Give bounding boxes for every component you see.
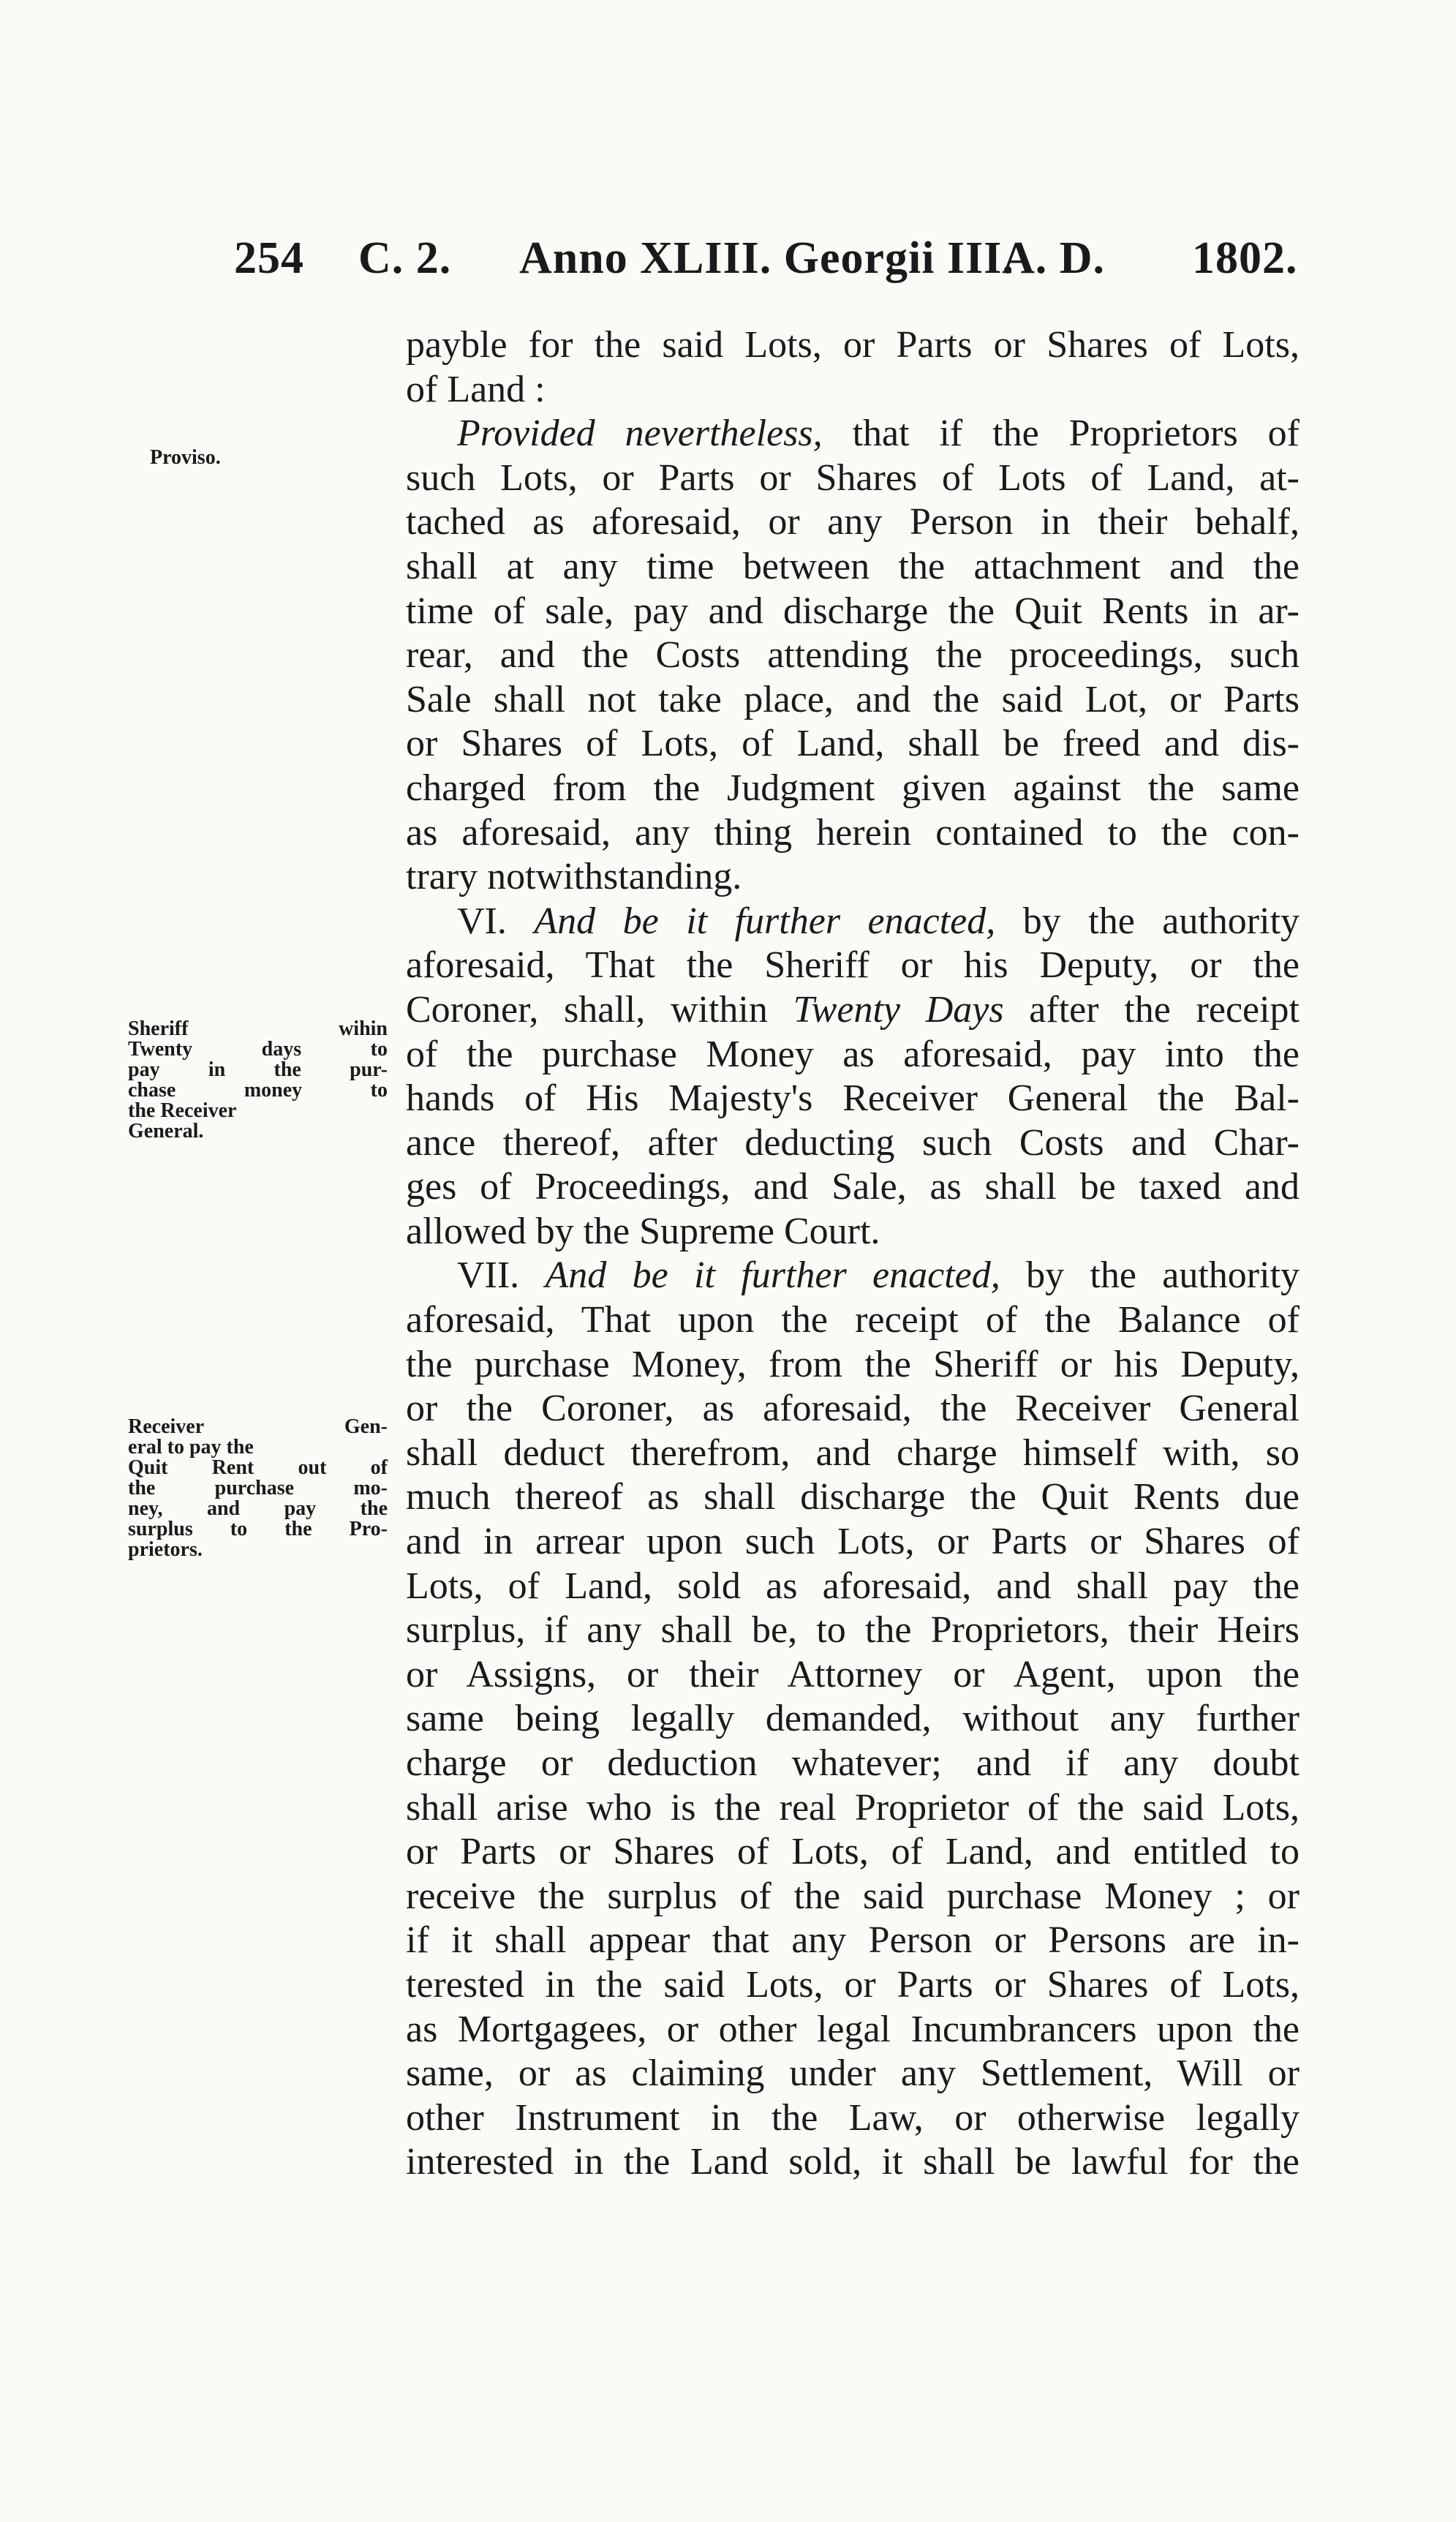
text-line: or Shares of Lots, of Land, shall be freed and dis-	[406, 723, 1300, 765]
text-line: ance thereof, after deducting such Costs and Char-	[406, 1121, 1300, 1164]
text-line: aforesaid, That the Sheriff or his Deputy, or the	[406, 944, 1300, 987]
margin-note-proviso	[150, 448, 318, 468]
section-heading-vii	[406, 1254, 1300, 1298]
text-line: much thereof as shall discharge the Quit Rents due	[406, 1476, 1300, 1518]
text-line: or the Coroner, as aforesaid, the Receiver General	[406, 1388, 1300, 1430]
twenty-days-phrase: Twenty Days	[793, 988, 1004, 1031]
text-line: as Mortgagees, or other legal Incumbrancers upon the	[406, 2008, 1300, 2050]
margin-note-line: General.	[128, 1120, 204, 1143]
running-header	[234, 233, 1302, 284]
text-line: trary notwithstanding.	[406, 856, 742, 898]
text-segment: that if the Proprietors of	[822, 413, 1300, 455]
margin-note-line: chase money to	[128, 1079, 388, 1102]
text-line: or Parts or Shares of Lots, of Land, and entitled to	[406, 1831, 1300, 1873]
text-segment: after the receipt	[1003, 988, 1300, 1031]
margin-note-line: Receiver Gen-	[128, 1415, 388, 1438]
section-number: VII.	[457, 1254, 546, 1297]
text-line: charged from the Judgment given against the same	[406, 767, 1300, 809]
text-line: and in arrear upon such Lots, or Parts or Shares of	[406, 1521, 1300, 1563]
enacting-phrase: And be it further enacted,	[534, 900, 996, 942]
enacting-phrase: And be it further enacted,	[545, 1254, 1000, 1297]
text-line: same, or as claiming under any Settlement, Will or	[406, 2052, 1300, 2095]
text-segment: by the authority	[1000, 1254, 1300, 1297]
margin-note-line: surplus to the Pro-	[128, 1518, 388, 1540]
section-heading-vi	[406, 900, 1300, 944]
text-line: or Assigns, or their Attorney or Agent, upon the	[406, 1653, 1300, 1695]
text-line: allowed by the Supreme Court.	[406, 1210, 880, 1252]
margin-note-line: the purchase mo-	[128, 1477, 388, 1499]
text-line	[406, 412, 1300, 456]
statute-text	[406, 323, 1300, 2185]
text-segment: by the authority	[995, 900, 1300, 942]
text-line: surplus, if any shall be, to the Proprietors, their Heirs	[406, 1609, 1300, 1652]
text-line: terested in the said Lots, or Parts or Shares of Lots,	[406, 1963, 1300, 2006]
text-line: such Lots, or Parts or Shares of Lots of Land, at-	[406, 456, 1300, 499]
margin-note-line: pay in the pur-	[128, 1058, 388, 1081]
text-line: interested in the Land sold, it shall be lawful for the	[406, 2141, 1300, 2183]
year: 1802.	[1192, 233, 1298, 283]
proviso-phrase: Provided nevertheless,	[457, 413, 823, 455]
text-line: aforesaid, That upon the receipt of the Balance of	[406, 1299, 1300, 1341]
text-line: of Land :	[406, 368, 546, 410]
margin-note-receiver	[128, 1417, 388, 1560]
text-line: the purchase Money, from the Sheriff or his Deputy,	[406, 1343, 1300, 1385]
margin-note-line: the Receiver	[128, 1099, 237, 1122]
text-line: shall at any time between the attachment and the	[406, 545, 1300, 587]
text-line: hands of His Majesty's Receiver General the Bal-	[406, 1077, 1300, 1120]
text-line: shall deduct therefrom, and charge himself with, so	[406, 1431, 1300, 1474]
text-line: of the purchase Money as aforesaid, pay into the	[406, 1033, 1300, 1075]
chapter-number: C. 2.	[358, 233, 452, 283]
text-line: ges of Proceedings, and Sale, as shall be taxed and	[406, 1166, 1300, 1208]
section-number: VI.	[457, 900, 535, 942]
text-line: rear, and the Costs attending the proceedings, such	[406, 634, 1300, 677]
text-line: receive the surplus of the said purchase Money ; or	[406, 1875, 1300, 1917]
text-line: tached as aforesaid, or any Person in their behalf,	[406, 501, 1300, 543]
text-line: if it shall appear that any Person or Persons are in-	[406, 1919, 1300, 1962]
text-line: payble for the said Lots, or Parts or Shares of Lots,	[406, 324, 1300, 366]
text-line: Lots, of Land, sold as aforesaid, and shall pay the	[406, 1565, 1300, 1607]
margin-note-line: prietors.	[128, 1538, 203, 1561]
margin-note-line: eral to pay the	[128, 1436, 254, 1458]
margin-note-line: Sheriff wihin	[128, 1017, 388, 1040]
margin-note-line: Quit Rent out of	[128, 1456, 388, 1479]
margin-note-sheriff	[128, 1019, 388, 1142]
page-number: 254	[234, 233, 304, 283]
regnal-year-title: Anno XLIII. Georgii III.	[519, 233, 1014, 283]
text-line: Sale shall not take place, and the said Lot, or Parts	[406, 678, 1300, 720]
anno-domini-label: A. D.	[1002, 233, 1106, 283]
text-line: same being legally demanded, without any further	[406, 1698, 1300, 1740]
text-line: charge or deduction whatever; and if any doubt	[406, 1742, 1300, 1784]
text-line: shall arise who is the real Proprietor of the said Lots,	[406, 1786, 1300, 1829]
text-line: as aforesaid, any thing herein contained to the con-	[406, 811, 1300, 854]
margin-note-line: Twenty days to	[128, 1038, 388, 1061]
margin-note-line: Proviso.	[150, 446, 221, 469]
text-line	[406, 988, 1300, 1033]
margin-note-line: ney, and pay the	[128, 1497, 388, 1520]
text-segment: Coroner, shall, within	[406, 988, 793, 1031]
text-line: time of sale, pay and discharge the Quit Rents in ar-	[406, 590, 1300, 632]
text-line: other Instrument in the Law, or otherwise legally	[406, 2096, 1300, 2139]
